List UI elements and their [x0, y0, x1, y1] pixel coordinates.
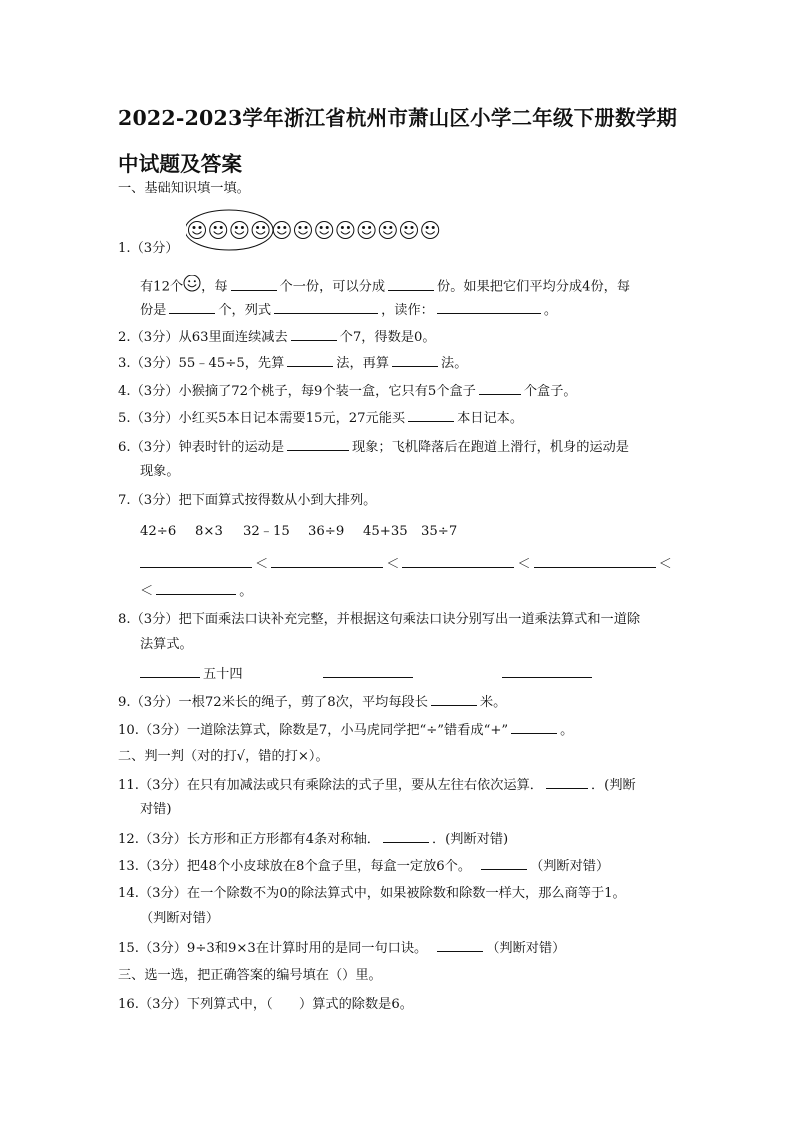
- smiley-face-icon: [295, 222, 312, 239]
- answer-blank[interactable]: [388, 278, 434, 291]
- question-8-line-2: 法算式。: [140, 637, 193, 652]
- answer-blank[interactable]: [140, 555, 252, 568]
- question-1-number: 1.（3分）: [118, 241, 179, 256]
- answer-blank[interactable]: [287, 438, 349, 451]
- smiley-face-icon: [189, 222, 206, 239]
- answer-blank[interactable]: [231, 278, 277, 291]
- question-14-line-2: （判断对错）: [140, 911, 220, 926]
- question-11-line-2: 对错): [140, 802, 172, 817]
- question-15: 15.（3分）9÷3和9×3在计算时用的是同一句口诀。 （判断对错）: [118, 941, 566, 956]
- smiley-face-icon: [379, 222, 396, 239]
- answer-blank[interactable]: [323, 665, 413, 678]
- question-4: 4.（3分）小猴摘了72个桃子，每9个装一盒，它只有5个盒子 个盒子。: [118, 384, 577, 399]
- smiley-face-icon: [401, 222, 418, 239]
- answer-blank[interactable]: [291, 328, 337, 341]
- answer-blank[interactable]: [481, 857, 527, 870]
- answer-blank[interactable]: [437, 939, 483, 952]
- question-14-line-1: 14.（3分）在一个除数不为0的除法算式中，如果被除数和除数一样大，那么商等于1。: [118, 886, 626, 901]
- section-heading-1: 一、基础知识填一填。: [118, 181, 250, 196]
- smiley-face-icon: [316, 222, 333, 239]
- smiley-faces-illustration: [186, 208, 451, 252]
- question-7-answer-row-1: ＜ ＜ ＜ ＜: [137, 555, 672, 574]
- answer-blank[interactable]: [156, 582, 236, 595]
- smiley-face-icon: [337, 222, 354, 239]
- answer-blank[interactable]: [287, 354, 333, 367]
- section-heading-3: 三、选一选，把正确答案的编号填在（）里。: [118, 968, 382, 983]
- question-1-line-2: 份是 个，列式 ，读作： 。: [140, 303, 558, 318]
- expression: 36÷9: [308, 524, 345, 539]
- smiley-face-icon: [231, 222, 248, 239]
- section-heading-2: 二、判一判（对的打√，错的打×）。: [118, 749, 329, 764]
- smiley-face-icon: [422, 222, 439, 239]
- question-12: 12.（3分）长方形和正方形都有4条对称轴． ．(判断对错): [118, 832, 509, 847]
- answer-blank[interactable]: [511, 721, 557, 734]
- expression: 8×3: [195, 524, 223, 539]
- question-2: 2.（3分）从63里面连续减去 个7，得数是0。: [118, 330, 436, 345]
- smiley-face-icon: [358, 222, 375, 239]
- answer-blank[interactable]: [140, 665, 200, 678]
- smiley-face-icon: [273, 222, 290, 239]
- question-13: 13.（3分）把48个小皮球放在8个盒子里，每盒一定放6个。 （判断对错）: [118, 859, 610, 874]
- question-5: 5.（3分）小红买5本日记本需要15元，27元能买 本日记本。: [118, 411, 524, 426]
- answer-blank[interactable]: [408, 409, 454, 422]
- expression: 35÷7: [421, 524, 458, 539]
- answer-blank[interactable]: [534, 555, 656, 568]
- smiley-face-icon: [210, 222, 227, 239]
- question-11-line-1: 11.（3分）在只有加减法或只有乘除法的式子里，要从左往右依次运算． ．(判断: [118, 778, 636, 793]
- answer-blank[interactable]: [479, 382, 521, 395]
- page-title: 2022-2023学年浙江省杭州市萧山区小学二年级下册数学期中试题及答案: [118, 106, 678, 176]
- answer-blank[interactable]: [437, 301, 541, 314]
- answer-blank[interactable]: [546, 776, 588, 789]
- question-9: 9.（3分）一根72米长的绳子，剪了8次，平均每段长 米。: [118, 695, 507, 710]
- smiley-icon: [183, 275, 201, 299]
- answer-blank[interactable]: [502, 665, 592, 678]
- question-6-line-1: 6.（3分）钟表时针的运动是 现象；飞机降落后在跑道上滑行，机身的运动是: [118, 440, 629, 455]
- question-8-answers: 五十四: [137, 665, 595, 684]
- question-16: 16.（3分）下列算式中，（ ）算式的除数是6。: [118, 997, 413, 1012]
- question-3: 3.（3分）55﹣45÷5，先算 法，再算 法。: [118, 356, 468, 371]
- answer-blank[interactable]: [392, 354, 438, 367]
- expression: 45+35: [363, 524, 408, 539]
- answer-blank[interactable]: [431, 693, 477, 706]
- answer-blank[interactable]: [274, 301, 378, 314]
- answer-blank[interactable]: [402, 555, 514, 568]
- answer-blank[interactable]: [271, 555, 383, 568]
- question-10: 10.（3分）一道除法算式，除数是7，小马虎同学把“÷”错看成“+” 。: [118, 723, 574, 738]
- question-8-line-1: 8.（3分）把下面乘法口诀补充完整，并根据这句乘法口诀分别写出一道乘法算式和一道除: [118, 612, 641, 627]
- question-7: 7.（3分）把下面算式按得数从小到大排列。: [118, 493, 377, 508]
- question-1-line-1: 有12个 ，每 个一份，可以分成 份。如果把它们平均分成4份，每: [140, 275, 630, 299]
- answer-blank[interactable]: [383, 830, 429, 843]
- expression: 32﹣15: [243, 524, 290, 539]
- smiley-face-icon: [252, 222, 269, 239]
- expression: 42÷6: [140, 524, 177, 539]
- question-7-answer-row-2: ＜ 。: [140, 584, 253, 599]
- answer-blank[interactable]: [169, 301, 215, 314]
- question-6-line-2: 现象。: [140, 464, 180, 479]
- question-7-expressions: [140, 523, 457, 541]
- smiley-group: [186, 208, 451, 256]
